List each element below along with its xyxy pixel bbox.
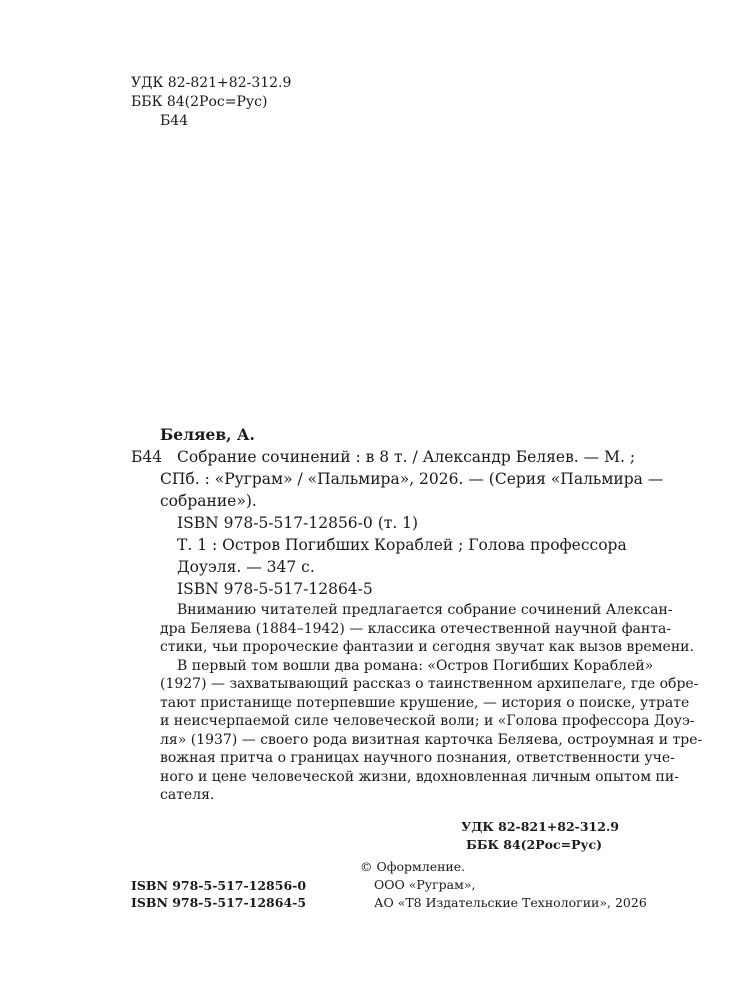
classification-udk: УДК 82-821+82-312.9	[461, 819, 619, 834]
header-author-mark: Б44	[160, 113, 189, 129]
annotation-line: тают пристанище потерпевшие крушение, — история о поиске, утрате	[160, 695, 690, 711]
annotation-line: дра Беляева (1884–1942) — классика отечественной научной фанта-	[160, 621, 672, 637]
annotation-line: и неисчерпаемой силе человеческой воли; и «Голова профессора Доуэ-	[160, 713, 695, 729]
annotation-line: вожная притча о границах научного познания, ответственности уче-	[160, 750, 675, 766]
footer-isbn-volume: ISBN 978-5-517-12864-5	[131, 895, 307, 910]
annotation-line: (1927) — захватывающий рассказ о таинственном архипелаге, где обре-	[160, 676, 699, 692]
annotation-line: сателя.	[160, 787, 215, 803]
footer-publisher: АО «Т8 Издательские Технологии», 2026	[374, 895, 647, 910]
annotation-line: ля» (1937) — своего рода визитная карточка Беляева, остроумная и тре-	[160, 732, 703, 748]
annotation-line: Вниманию читателей предлагается собрание сочинений Алексан-	[177, 602, 673, 618]
header-udk: УДК 82-821+82-312.9	[131, 75, 292, 91]
entry-isbn-set: ISBN 978-5-517-12856-0 (т. 1)	[177, 514, 419, 532]
entry-isbn-volume: ISBN 978-5-517-12864-5	[177, 580, 373, 598]
annotation-line: ного и цене человеческой жизни, вдохновленная личным опытом пи-	[160, 769, 679, 785]
entry-volume-line: Доуэля. — 347 с.	[177, 558, 315, 576]
entry-title-line: Собрание сочинений : в 8 т. / Александр Беляев. — М. ;	[177, 448, 636, 466]
entry-title-line: СПб. : «Руграм» / «Пальмира», 2026. — (Серия «Пальмира —	[160, 470, 664, 488]
annotation-line: стики, чьи пророческие фантазии и сегодня звучат как вызов времени.	[160, 639, 694, 655]
footer-publisher: ООО «Руграм»,	[374, 877, 476, 892]
entry-title-line: собрание»).	[160, 492, 257, 510]
header-bbk: ББК 84(2Рос=Рус)	[131, 94, 268, 110]
footer-copyright: © Оформление.	[360, 859, 466, 874]
entry-author-mark: Б44	[131, 448, 163, 466]
entry-author: Беляев, А.	[160, 425, 255, 444]
entry-volume-line: Т. 1 : Остров Погибших Кораблей ; Голова профессора	[177, 536, 627, 554]
annotation-line: В первый том вошли два романа: «Остров Погибших Кораблей»	[177, 658, 654, 674]
classification-bbk: ББК 84(2Рос=Рус)	[466, 837, 602, 852]
footer-isbn-set: ISBN 978-5-517-12856-0	[131, 878, 307, 893]
